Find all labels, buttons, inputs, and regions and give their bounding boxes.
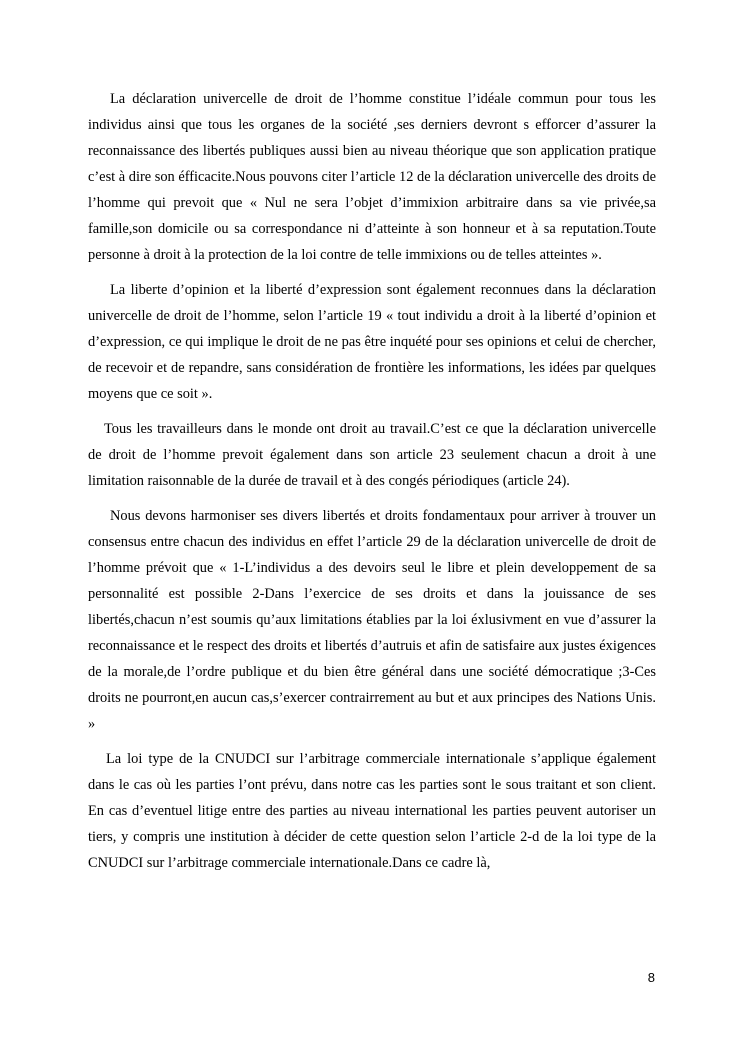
paragraph-right-to-work: Tous les travailleurs dans le monde ont droit au travail.C’est ce que la déclaration univercelle de droit de l’homme prevoit également dans son article 23 seulement chacun a droit à une limitation raisonnable de la durée de travail et à des congés périodiques (article 24).	[88, 421, 656, 489]
page-body	[88, 86, 656, 885]
paragraph-freedom-of-opinion: La liberte d’opinion et la liberté d’expression sont également reconnues dans la déclaration univercelle de droit de l’homme, selon l’article 19 « tout individu a droit à la liberté d’opinion et d’expression, ce qui implique le droit de ne pas être inquété pour ses opinions et celui de chercher, de recevoir et de repandre, sans considération de frontière les informations, les idées par quelques moyens que ce soit ».	[88, 282, 656, 402]
paragraph-cnudci-arbitration: La loi type de la CNUDCI sur l’arbitrage commerciale internationale s’applique également dans le cas où les parties l’ont prévu, dans notre cas les parties sont le sous traitant et son client. En cas d’eventuel litige entre des parties au niveau international les parties peuvent autoriser un tiers, y compris une institution à décider de cette question selon l’article 2-d de la loi type de la CNUDCI sur l’arbitrage commerciale internationale.Dans ce cadre là,	[88, 751, 656, 871]
paragraph-udhr-ideal: La déclaration univercelle de droit de l’homme constitue l’idéale commun pour tous les individus ainsi que tous les organes de la société ,ses derniers devront s efforcer d’assurer la reconnaissance des libertés publiques aussi bien au niveau théorique que son application pratique c’est à dire son éfficacite.Nous pouvons citer l’article 12 de la déclaration univercelle des droits de l’homme qui prevoit que « Nul ne sera l’objet d’immixion arbitraire dans sa vie privée,sa famille,son domicile ou sa correspondance ni d’atteinte à son honneur et à sa reputation.Toute personne à droit à la protection de la loi contre de telle immixions ou de telles atteintes ».	[88, 91, 656, 263]
paragraph-harmonisation: Nous devons harmoniser ses divers libertés et droits fondamentaux pour arriver à trouver un consensus entre chacun des individus en effet l’article 29 de la déclaration univercelle de droit de l’homme prévoit que « 1-L’individus a des devoirs seul le libre et plein developpement de sa personnalité est possible 2-Dans l’exercice de ses droits et dans la jouissance de ses libertés,chacun n’est soumis qu’aux limitations établies par la loi éxlusivment en vue d’assurer la reconnaissance et le respect des droits et libertés d’autruis et afin de satisfaire aux justes éxigences de la morale,de l’ordre publique et du bien être général dans une société démocratique ;3-Ces droits ne pourront,en aucun cas,s’exercer contrairrement au but et aux principes des Nations Unis. »	[88, 508, 656, 732]
page-number: 8	[647, 970, 655, 985]
